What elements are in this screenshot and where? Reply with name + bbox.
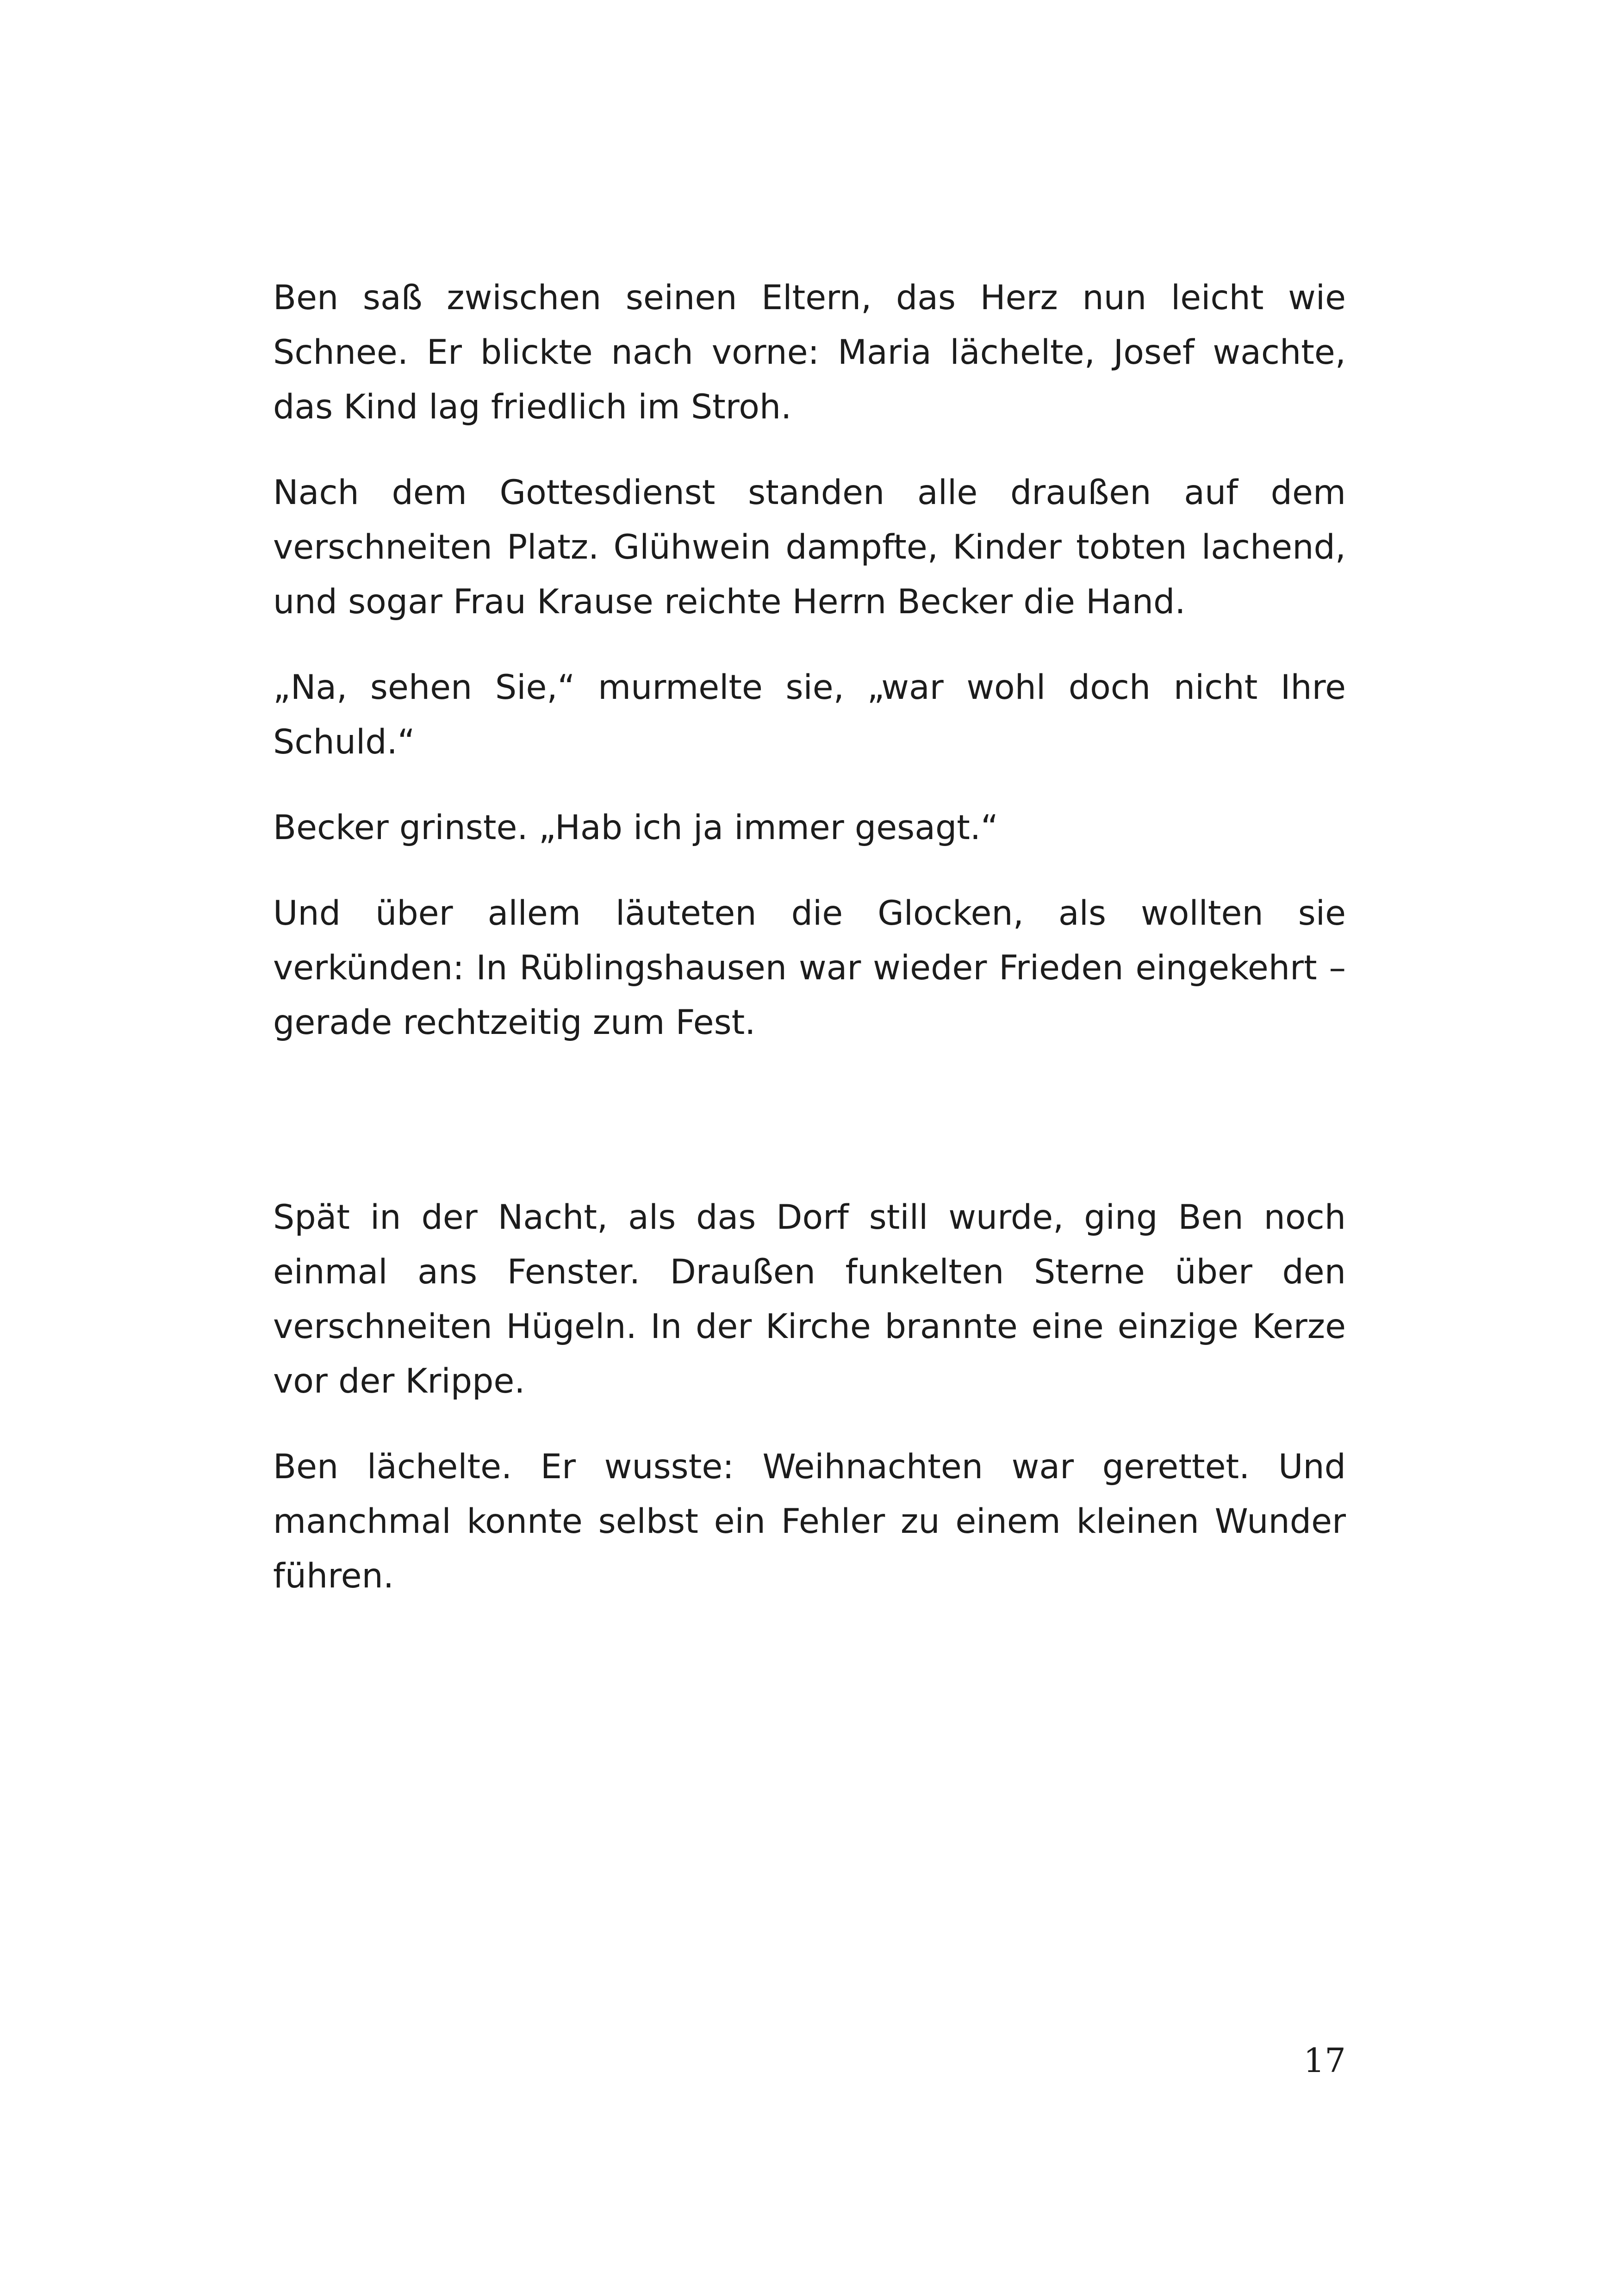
paragraph: Becker grinste. „Hab ich ja immer gesagt.“ (273, 808, 998, 847)
paragraph: „Na, sehen Sie,“ murmelte sie, „war wohl doch nicht Ihre Schuld.“ (273, 668, 1346, 762)
paragraph: Ben lächelte. Er wusste: Weihnachten war gerettet. Und manchmal konnte selbst ein Fehler zu einem kleinen Wunder führen. (273, 1447, 1346, 1596)
paragraph: Und über allem läuteten die Glocken, als wollten sie verkünden: In Rüblingshausen war wieder Frieden eingekehrt – gerade rechtzeitig zum Fest. (273, 894, 1346, 1042)
paragraph: Nach dem Gottesdienst standen alle draußen auf dem verschneiten Platz. Glühwein dampfte, Kinder tobten lachend, und sogar Frau Krause reichte Herrn Becker die Hand. (273, 473, 1346, 622)
paragraph: Spät in der Nacht, als das Dorf still wurde, ging Ben noch einmal ans Fenster. Draußen funkelten Sterne über den verschneiten Hügeln. In der Kirche brannte eine einzige Kerze vor der Krippe. (273, 1198, 1346, 1401)
body-text (273, 271, 1346, 1635)
paragraph: Ben saß zwischen seinen Eltern, das Herz nun leicht wie Schnee. Er blickte nach vorne: Maria lächelte, Josef wachte, das Kind lag friedlich im Stroh. (273, 278, 1346, 427)
page-number: 17 (1303, 2041, 1346, 2080)
